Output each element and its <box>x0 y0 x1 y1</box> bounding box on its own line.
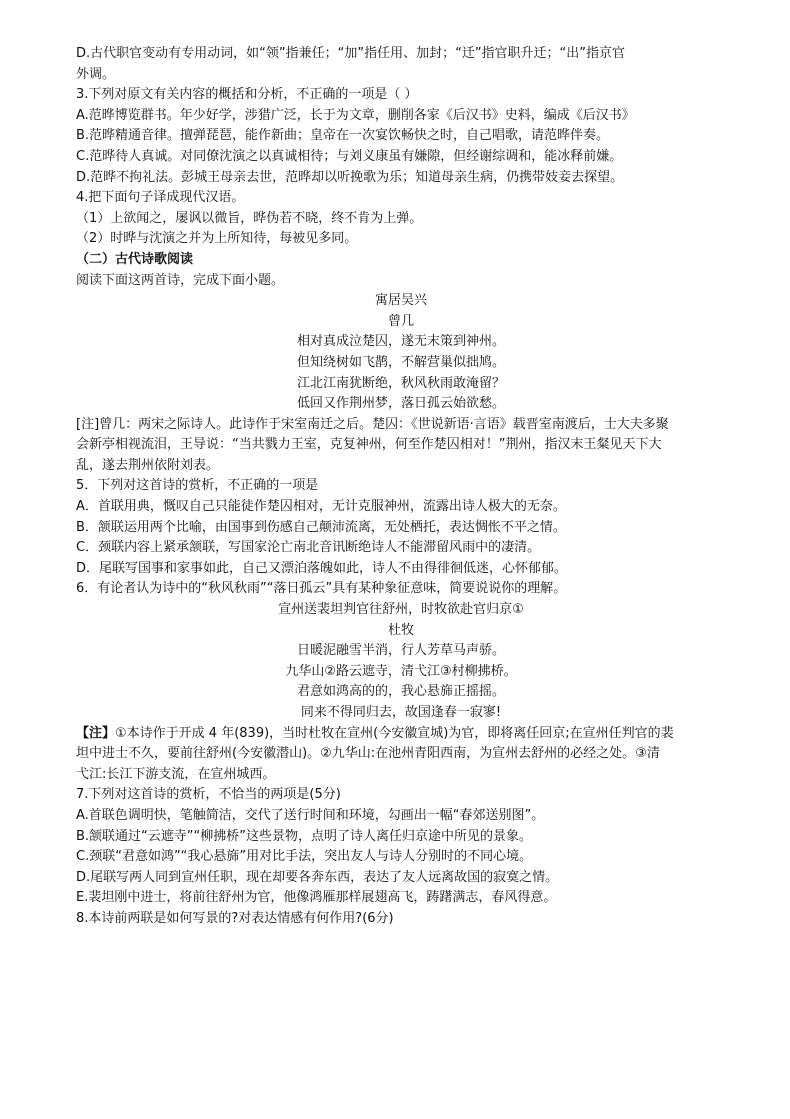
poem1-note-line: 乱，遂去荆州依附刘表。 <box>76 457 220 473</box>
document-page <box>76 44 726 930</box>
q5-option-b: B．颔联运用两个比喻，由国事到伤感自己颠沛流离，无处栖托，表达惆怅不平之情。 <box>76 519 566 535</box>
q3-stem: 3.下列对原文有关内容的概括和分析，不正确的一项是（ ） <box>76 87 418 103</box>
poem2-note-text: ①本诗作于开成 4 年(839)，当时杜牧在宣州(今安徽宣城)为官，即将离任回京;在宣州任判官的裴 <box>115 725 674 741</box>
q7-option-b: B.颔联通过“云遮寺”“柳拂桥”这些景物，点明了诗人离任归京途中所见的景象。 <box>76 828 532 844</box>
poem2-title: 宣州送裴坦判官往舒州，时牧欲赴官归京① <box>278 602 524 618</box>
q4-sentence-2: （2）时晔与沈演之并为上所知待，每被见多同。 <box>76 231 358 247</box>
poem2-note-line: 弋江:长江下游支流，在宣州城西。 <box>76 766 276 782</box>
q5-option-c: C．颈联内容上紧承颔联，写国家沦亡南北音讯断绝诗人不能滞留风雨中的凄清。 <box>76 540 541 556</box>
poem2-line: 九华山②路云遮寺，清弋江③村柳拂桥。 <box>285 663 517 679</box>
poem1-note-line: 会新亭相视流泪，王导说：“当共戮力王室，克复神州，何至作楚囚相对！”荆州，指汉末王粲见天下大 <box>76 437 662 453</box>
poem2-note-line <box>76 724 726 745</box>
poem1-note-line: [注]曾几：两宋之际诗人。此诗作于宋室南迁之后。楚囚：《世说新语·言语》载晋室南渡后，士大夫多聚 <box>76 416 669 432</box>
poem1-line: 低回又作荆州梦，落日孤云始欲愁。 <box>296 396 505 412</box>
q3-option-c: C.范晔待人真诚。对同僚沈演之以真诚相待；与刘义康虽有嫌隙，但经谢综调和，能冰释前嫌。 <box>76 148 623 164</box>
q7-option-d: D.尾联写两人同到宣州任职，现在却要各奔东西，表达了友人远离故国的寂寞之情。 <box>76 869 559 885</box>
section-title: （二）古代诗歌阅读 <box>76 251 194 267</box>
q7-stem: 7.下列对这首诗的赏析，不恰当的两项是(5分) <box>76 787 341 803</box>
q3-option-b: B.范晔精通音律。擅弹琵琶，能作新曲；皇帝在一次宴饮畅快之时，自己唱歌，请范晔伴奏。 <box>76 128 610 144</box>
poem2-line: 同来不得同归去，故国逢春一寂寥! <box>300 705 502 720</box>
poem1-line: 江北江南犹断绝，秋风秋雨敢淹留？ <box>296 375 505 391</box>
poem1-author: 曾几 <box>387 313 414 329</box>
q8-stem: 8.本诗前两联是如何写景的?对表达情感有何作用?(6分) <box>76 910 394 926</box>
q7-option-a: A.首联色调明快，笔触简洁，交代了送行时间和环境，勾画出一幅“春郊送别图”。 <box>76 807 545 823</box>
q4-stem: 4.把下面句子译成现代汉语。 <box>76 190 245 206</box>
poem2-line: 君意如鸿高的的，我心悬旆正摇摇。 <box>296 684 505 700</box>
q5-option-d: D．尾联写国事和家事如此，自己又漂泊落魄如此，诗人不由得徘徊低迷，心怀郁郁。 <box>76 560 568 576</box>
q6-stem: 6．有论者认为诗中的“秋风秋雨”“落日孤云”具有某种象征意味，简要说说你的理解。 <box>76 581 567 597</box>
poem1-title: 寓居吴兴 <box>374 293 427 309</box>
q3-option-a: A.范晔博览群书。年少好学，涉猎广泛，长于为文章，删削各家《后汉书》史料，编成《后汉书》 <box>76 107 635 123</box>
q7-option-e: E.裴坦刚中进士，将前往舒州为官，他像鸿雁那样展翅高飞，踌躇满志，春风得意。 <box>76 890 557 906</box>
poem2-line: 日暖泥融雪半消，行人芳草马声骄。 <box>296 643 505 659</box>
q4-sentence-1: （1）上欲闻之，屡讽以微旨，晔伪若不晓，终不肯为上弹。 <box>76 210 423 226</box>
poem2-note-line: 坦中进士不久，要前往舒州(今安徽潜山)。②九华山:在池州青阳西南，为宣州去舒州的必经之处。③清 <box>76 746 660 762</box>
poem1-line: 但知绕树如飞鹊，不解营巢似拙鸠。 <box>296 354 505 370</box>
poem2-note-label: 【注】 <box>76 725 116 741</box>
poem2-author: 杜牧 <box>387 622 414 638</box>
q2-option-d-line1: D.古代职官变动有专用动词，如“领”指兼任；“加”指任用、加封；“迁”指官职升迁；“出”指京官 <box>76 46 626 61</box>
q5-option-a: A．首联用典，慨叹自己只能徒作楚囚相对，无计克服神州，流露出诗人极大的无奈。 <box>76 499 566 515</box>
q5-stem: 5．下列对这首诗的赏析，不正确的一项是 <box>76 478 319 494</box>
q2-option-d-line2: 外调。 <box>76 66 116 82</box>
instruction: 阅读下面这两首诗，完成下面小题。 <box>76 272 285 288</box>
q3-option-d: D.范晔不拘礼法。彭城王母亲去世，范晔却以听挽歌为乐；知道母亲生病，仍携带妓妾去探望。 <box>76 169 624 185</box>
q7-option-c: C.颈联“君意如鸿”“我心悬旆”用对比手法，突出友人与诗人分别时的不同心境。 <box>76 849 533 865</box>
poem1-line: 相对真成泣楚囚，遂无末策到神州。 <box>296 334 505 350</box>
